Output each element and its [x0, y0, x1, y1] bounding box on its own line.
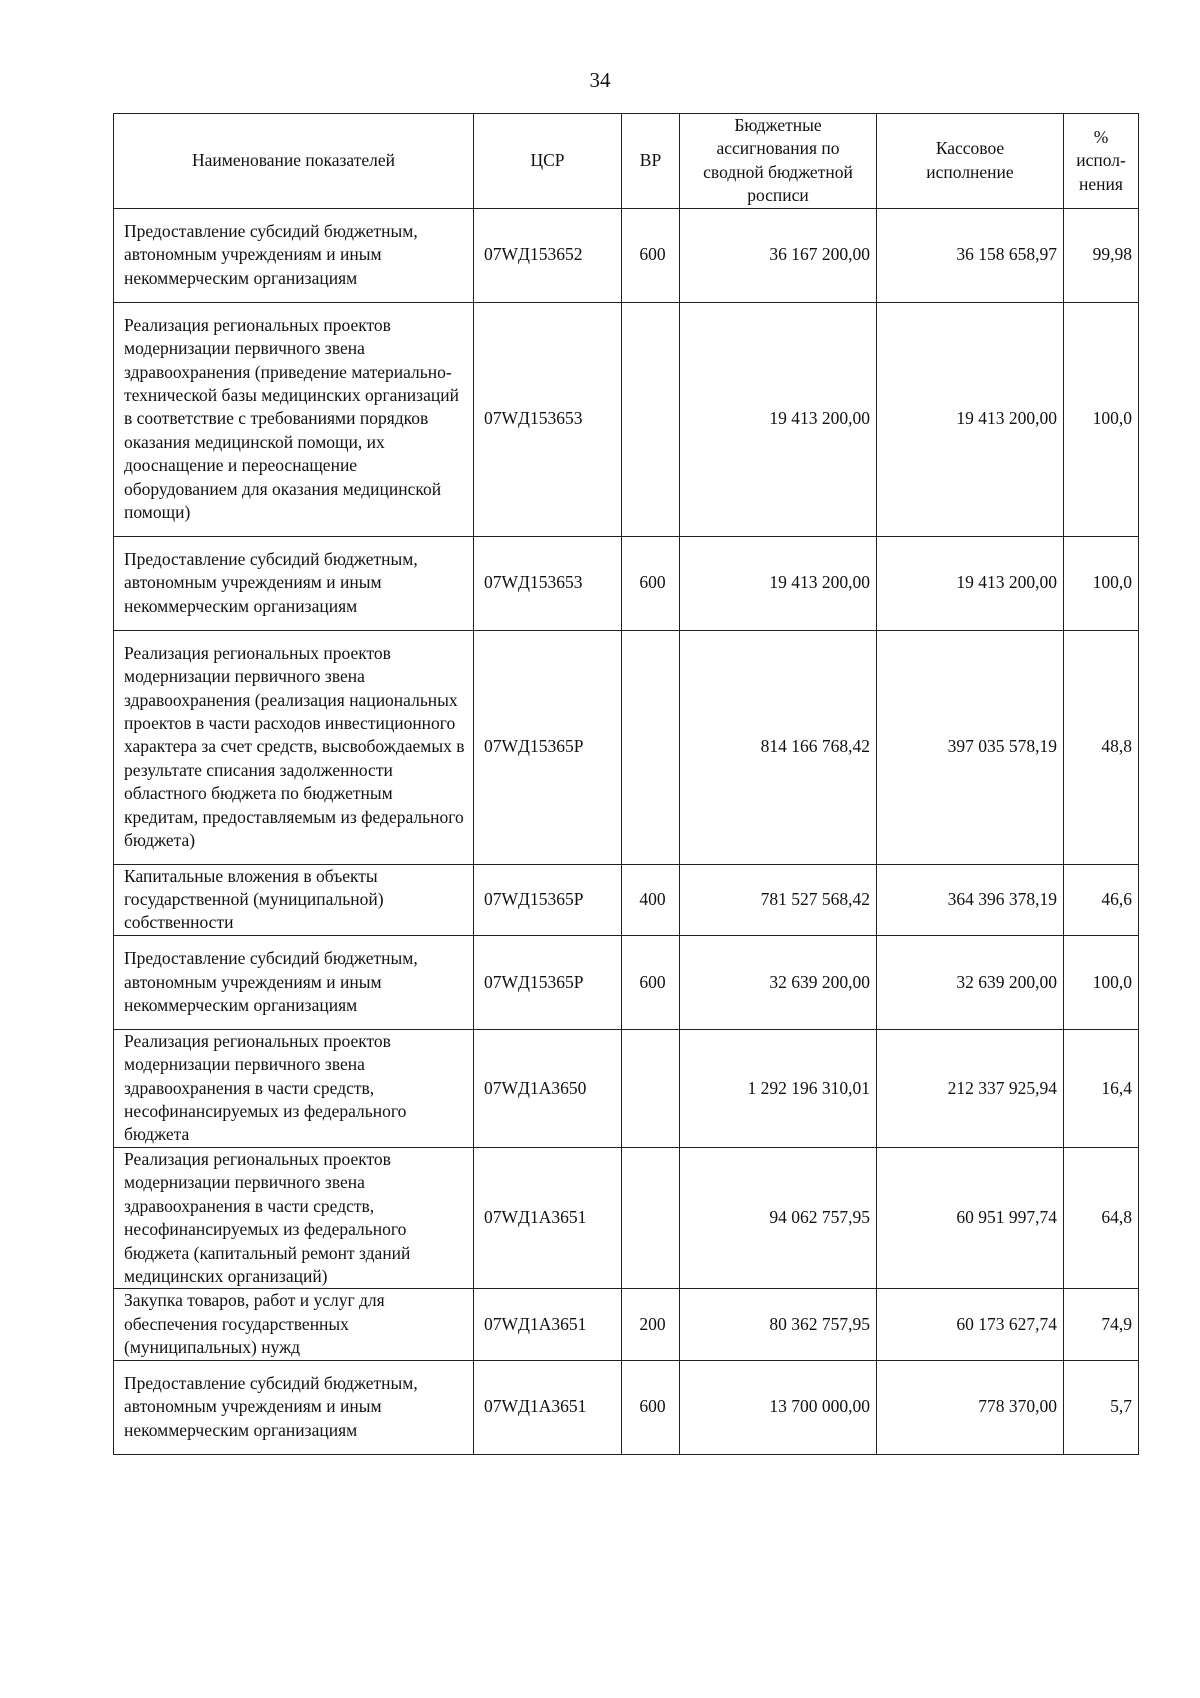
row-cash: 32 639 200,00 — [877, 935, 1064, 1029]
row-csr: 07WД15365Р — [474, 630, 622, 864]
table-row — [114, 864, 1139, 935]
row-pct: 46,6 — [1064, 864, 1139, 935]
row-name: Предоставление субсидий бюджетным, автономным учреждениям и иным некоммерческим организациям — [114, 536, 474, 630]
row-budget: 13 700 000,00 — [680, 1360, 877, 1454]
row-budget: 94 062 757,95 — [680, 1147, 877, 1288]
row-pct: 74,9 — [1064, 1289, 1139, 1360]
row-budget: 1 292 196 310,01 — [680, 1029, 877, 1147]
row-vr — [622, 630, 680, 864]
header-name: Наименование показателей — [114, 114, 474, 209]
row-vr: 400 — [622, 864, 680, 935]
row-vr: 200 — [622, 1289, 680, 1360]
row-budget: 36 167 200,00 — [680, 208, 877, 302]
row-pct: 99,98 — [1064, 208, 1139, 302]
row-budget: 32 639 200,00 — [680, 935, 877, 1029]
row-pct: 48,8 — [1064, 630, 1139, 864]
table-row — [114, 1289, 1139, 1360]
table-row — [114, 1360, 1139, 1454]
row-budget: 781 527 568,42 — [680, 864, 877, 935]
table-row — [114, 208, 1139, 302]
table-row — [114, 630, 1139, 864]
row-vr: 600 — [622, 536, 680, 630]
row-vr — [622, 1029, 680, 1147]
table-row — [114, 1029, 1139, 1147]
table-row — [114, 302, 1139, 536]
row-name: Реализация региональных проектов модернизации первичного звена здравоохранения в части средств, несофинансируемых из федерального бюджета (капитальный ремонт зданий медицинских организаций) — [114, 1147, 474, 1288]
row-csr: 07WД153653 — [474, 536, 622, 630]
row-pct: 100,0 — [1064, 536, 1139, 630]
row-csr: 07WД1А3650 — [474, 1029, 622, 1147]
row-budget: 814 166 768,42 — [680, 630, 877, 864]
row-name: Реализация региональных проектов модернизации первичного звена здравоохранения (приведение материально-технической базы медицинских организаций в соответствие с требованиями порядков оказания медицинской помощи, их дооснащение и переоснащение оборудованием для оказания медицинской помощи) — [114, 302, 474, 536]
row-pct: 64,8 — [1064, 1147, 1139, 1288]
row-name: Реализация региональных проектов модернизации первичного звена здравоохранения (реализация национальных проектов в части расходов инвестиционного характера за счет средств, высвобождаемых в результате списания задолженности областного бюджета по бюджетным кредитам, предоставляемым из федерального бюджета) — [114, 630, 474, 864]
header-vr: ВР — [622, 114, 680, 209]
row-vr: 600 — [622, 935, 680, 1029]
row-csr: 07WД1А3651 — [474, 1147, 622, 1288]
row-pct: 100,0 — [1064, 302, 1139, 536]
row-budget: 19 413 200,00 — [680, 536, 877, 630]
row-cash: 364 396 378,19 — [877, 864, 1064, 935]
header-pct: % испол-нения — [1064, 114, 1139, 209]
row-csr: 07WД1А3651 — [474, 1289, 622, 1360]
row-pct: 5,7 — [1064, 1360, 1139, 1454]
row-cash: 778 370,00 — [877, 1360, 1064, 1454]
row-cash: 397 035 578,19 — [877, 630, 1064, 864]
table-row — [114, 935, 1139, 1029]
budget-execution-table — [113, 113, 1139, 1455]
row-vr — [622, 302, 680, 536]
row-csr: 07WД153652 — [474, 208, 622, 302]
row-cash: 36 158 658,97 — [877, 208, 1064, 302]
row-budget: 19 413 200,00 — [680, 302, 877, 536]
row-csr: 07WД15365Р — [474, 935, 622, 1029]
row-vr: 600 — [622, 208, 680, 302]
row-cash: 60 951 997,74 — [877, 1147, 1064, 1288]
table-row — [114, 1147, 1139, 1288]
header-csr: ЦСР — [474, 114, 622, 209]
row-name: Капитальные вложения в объекты государственной (муниципальной) собственности — [114, 864, 474, 935]
row-name: Закупка товаров, работ и услуг для обеспечения государственных (муниципальных) нужд — [114, 1289, 474, 1360]
row-budget: 80 362 757,95 — [680, 1289, 877, 1360]
row-vr — [622, 1147, 680, 1288]
row-cash: 212 337 925,94 — [877, 1029, 1064, 1147]
row-cash: 19 413 200,00 — [877, 302, 1064, 536]
row-name: Предоставление субсидий бюджетным, автономным учреждениям и иным некоммерческим организациям — [114, 1360, 474, 1454]
row-csr: 07WД153653 — [474, 302, 622, 536]
page-number: 34 — [589, 68, 611, 92]
row-csr: 07WД15365Р — [474, 864, 622, 935]
row-cash: 19 413 200,00 — [877, 536, 1064, 630]
table-header-row — [114, 114, 1139, 209]
row-name: Предоставление субсидий бюджетным, автономным учреждениям и иным некоммерческим организациям — [114, 208, 474, 302]
row-cash: 60 173 627,74 — [877, 1289, 1064, 1360]
header-budget: Бюджетные ассигнования по сводной бюджетной росписи — [680, 114, 877, 209]
row-name: Предоставление субсидий бюджетным, автономным учреждениям и иным некоммерческим организациям — [114, 935, 474, 1029]
row-pct: 100,0 — [1064, 935, 1139, 1029]
row-vr: 600 — [622, 1360, 680, 1454]
header-cash: Кассовое исполнение — [877, 114, 1064, 209]
row-csr: 07WД1А3651 — [474, 1360, 622, 1454]
table-row — [114, 536, 1139, 630]
row-pct: 16,4 — [1064, 1029, 1139, 1147]
row-name: Реализация региональных проектов модернизации первичного звена здравоохранения в части средств, несофинансируемых из федерального бюджета — [114, 1029, 474, 1147]
